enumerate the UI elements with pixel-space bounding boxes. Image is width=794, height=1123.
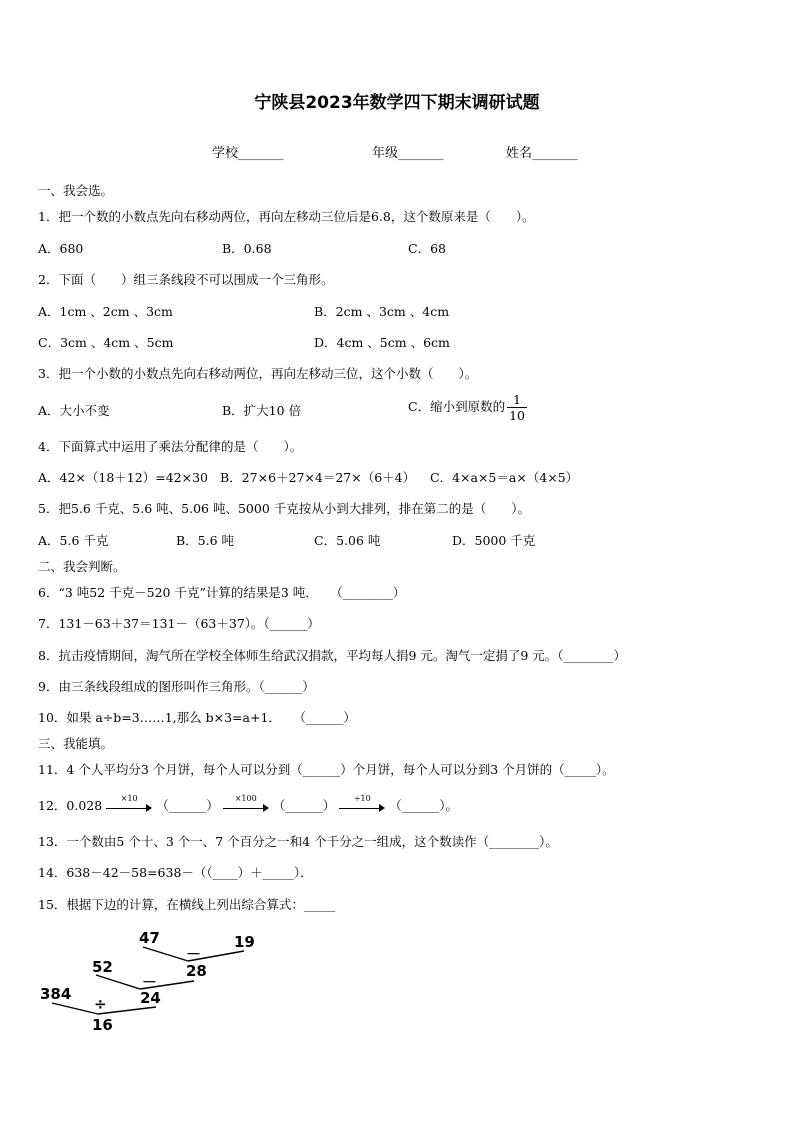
arrow-label: ×10	[120, 793, 138, 803]
q12-blank-3: （______）。	[389, 798, 458, 813]
q2-option-a: A．1cm 、2cm 、3cm	[38, 304, 173, 319]
q12-blank-2: （______）	[272, 798, 336, 813]
school-field: 学校_______	[212, 146, 284, 161]
diagram-number: 47	[139, 929, 160, 947]
question-3: 3．把一个小数的小数点先向右移动两位，再向左移动三位，这个小数（ ）。	[38, 366, 478, 381]
q4-option-a: A．42×（18＋12）=42×30	[38, 470, 208, 485]
diagram-number: 28	[186, 962, 207, 980]
diagram-number: 16	[92, 1016, 113, 1034]
question-8: 8．抗击疫情期间，淘气所在学校全体师生给武汉捐款，平均每人捐9 元。淘气一定捐了9 元。（________）	[38, 648, 627, 663]
question-2: 2．下面（ ）组三条线段不可以围成一个三角形。	[38, 272, 334, 287]
diagram-number: 24	[140, 989, 161, 1007]
name-field: 姓名_______	[506, 146, 578, 161]
q1-option-b: B．0.68	[222, 241, 272, 256]
q1-option-a: A．680	[38, 241, 84, 256]
arrow-icon	[223, 793, 269, 813]
q4-option-b: B．27×6＋27×4＝27×（6＋4）	[220, 470, 416, 485]
q12-blank-1: （______）	[156, 798, 219, 813]
section-heading: 三、我能填。	[38, 736, 114, 751]
diagram-line	[143, 947, 188, 961]
q5-option-b: B．5.6 吨	[176, 533, 235, 548]
q2-option-d: D．4cm 、5cm 、6cm	[314, 335, 450, 350]
question-15: 15．根据下边的计算，在横线上列出综合算式：_____	[38, 897, 336, 912]
arrow-icon	[339, 793, 385, 813]
q12-prefix: 12．0.028	[38, 798, 103, 813]
diagram-operator: －	[142, 973, 158, 991]
diagram-number: 52	[92, 958, 113, 976]
diagram-number: 19	[234, 933, 255, 951]
q5-option-c: C．5.06 吨	[314, 533, 381, 548]
arrow-icon	[106, 793, 152, 813]
q4-option-c: C．4×a×5＝a×（4×5）	[430, 470, 579, 485]
question-6: 6．“3 吨52 千克－520 千克”计算的结果是3 吨． （________）	[38, 585, 406, 600]
question-9: 9．由三条线段组成的图形叫作三角形。（______）	[38, 679, 315, 694]
q2-option-c: C．3cm 、4cm 、5cm	[38, 335, 174, 350]
q2-option-b: B．2cm 、3cm 、4cm	[314, 304, 450, 319]
q3-option-c-label: C．缩小到原数的	[408, 399, 506, 414]
page-title: 宁陕县2023年数学四下期末调研试题	[254, 93, 540, 113]
question-12	[38, 793, 458, 814]
diagram-line	[98, 1007, 156, 1014]
calculation-diagram	[36, 925, 266, 1037]
question-4: 4．下面算式中运用了乘法分配律的是（ ）。	[38, 439, 303, 454]
diagram-line	[52, 1003, 98, 1014]
question-10: 10．如果 a÷b=3……1,那么 b×3=a+1． （______）	[38, 710, 356, 725]
grade-field: 年级_______	[372, 146, 444, 161]
diagram-line	[96, 975, 140, 989]
fraction	[507, 392, 527, 423]
fraction-denominator: 10	[509, 408, 525, 423]
section-heading: 二、我会判断。	[38, 559, 126, 574]
section-heading: 一、我会选。	[38, 183, 114, 198]
diagram-operator: －	[186, 945, 202, 963]
diagram-number: 384	[40, 985, 72, 1003]
question-13: 13．一个数由5 个十、3 个一、7 个百分之一和4 个千分之一组成，这个数读作（________）。	[38, 834, 558, 849]
q3-option-a: A．大小不变	[38, 403, 110, 418]
q5-option-d: D．5000 千克	[452, 533, 536, 548]
q1-option-c: C．68	[408, 241, 446, 256]
q3-option-b: B．扩大10 倍	[222, 403, 302, 418]
question-5: 5．把5.6 千克、5.6 吨、5.06 吨、5000 千克按从小到大排列，排在第二的是（ ）。	[38, 501, 530, 516]
diagram-operator: ÷	[94, 995, 107, 1013]
question-1: 1．把一个数的小数点先向右移动两位，再向左移动三位后是6.8，这个数原来是（ ）。	[38, 209, 535, 224]
q5-option-a: A．5.6 千克	[38, 533, 109, 548]
arrow-label: ÷10	[353, 793, 371, 803]
question-11: 11．4 个人平均分3 个月饼，每个人可以分到（______）个月饼，每个人可以分到3 个月饼的（_____）。	[38, 762, 615, 777]
arrow-label: ×100	[234, 793, 257, 803]
question-14: 14．638－42－58=638－（（____）＋_____）．	[38, 865, 313, 880]
fraction-numerator: 1	[507, 392, 527, 408]
q3-option-c	[408, 392, 527, 423]
question-7: 7．131－63＋37＝131－（63＋37）。（______）	[38, 616, 320, 631]
